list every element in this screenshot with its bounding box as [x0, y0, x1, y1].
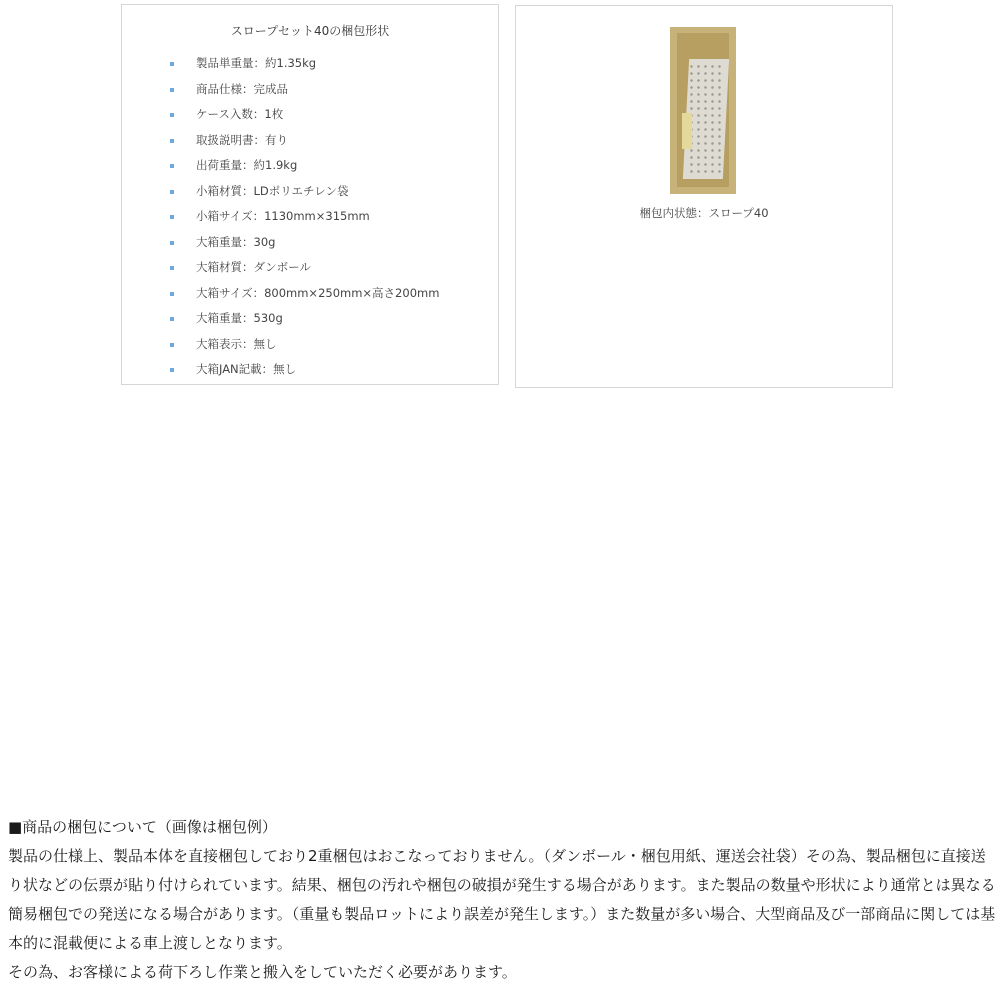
bullet-icon	[170, 317, 174, 321]
spec-list	[168, 51, 439, 383]
notice-paragraph: その為、お客様による荷下ろし作業と搬入をしていただく必要があります。	[8, 963, 517, 981]
bullet-icon	[170, 113, 174, 117]
notice-heading: ■商品の梱包について（画像は梱包例）	[8, 818, 277, 836]
packing-photo	[670, 27, 736, 194]
packing-notice	[8, 813, 998, 987]
slope-perforation	[688, 63, 722, 175]
spec-item: 大箱サイズ：800mm×250mm×高さ200mm	[168, 281, 439, 307]
spec-item: 大箱JAN記載：無し	[168, 357, 439, 383]
packing-spec-card	[121, 4, 499, 385]
spec-item: 出荷重量：約1.9kg	[168, 153, 439, 179]
spec-item: 小箱サイズ：1130mm×315mm	[168, 204, 439, 230]
bullet-icon	[170, 343, 174, 347]
spec-item: 小箱材質：LDポリエチレン袋	[168, 179, 439, 205]
bullet-icon	[170, 266, 174, 270]
bullet-icon	[170, 215, 174, 219]
spec-item: ケース入数：1枚	[168, 102, 439, 128]
packing-photo-card	[515, 5, 893, 388]
bullet-icon	[170, 88, 174, 92]
spec-title: スロープセット40の梱包形状	[230, 24, 390, 38]
photo-caption: 梱包内状態：スロープ40	[639, 206, 769, 220]
bullet-icon	[170, 139, 174, 143]
spec-item: 大箱材質：ダンボール	[168, 255, 439, 281]
spec-item: 大箱重量：530g	[168, 306, 439, 332]
spec-item: 大箱表示：無し	[168, 332, 439, 358]
bullet-icon	[170, 62, 174, 66]
spec-item: 製品単重量：約1.35kg	[168, 51, 439, 77]
bullet-icon	[170, 241, 174, 245]
spec-item: 商品仕様：完成品	[168, 77, 439, 103]
bullet-icon	[170, 368, 174, 372]
spec-item: 大箱重量：30g	[168, 230, 439, 256]
spec-item: 取扱説明書：有り	[168, 128, 439, 154]
bullet-icon	[170, 164, 174, 168]
product-label-tag	[682, 113, 692, 149]
bullet-icon	[170, 292, 174, 296]
notice-paragraph: 製品の仕様上、製品本体を直接梱包しており2重梱包はおこなっておりません。（ダンボール・梱包用紙、運送会社袋）その為、製品梱包に直接送り状などの伝票が貼り付けられています。結果、梱包の汚れや梱包の破損が発生する場合があります。また製品の数量や形状により通常とは異なる簡易梱包での発送になる場合があります。（重量も製品ロットにより誤差が発生します。）また数量が多い場合、大型商品及び一部商品に関しては基本的に混載便による車上渡しとなります。	[8, 847, 996, 952]
bullet-icon	[170, 190, 174, 194]
